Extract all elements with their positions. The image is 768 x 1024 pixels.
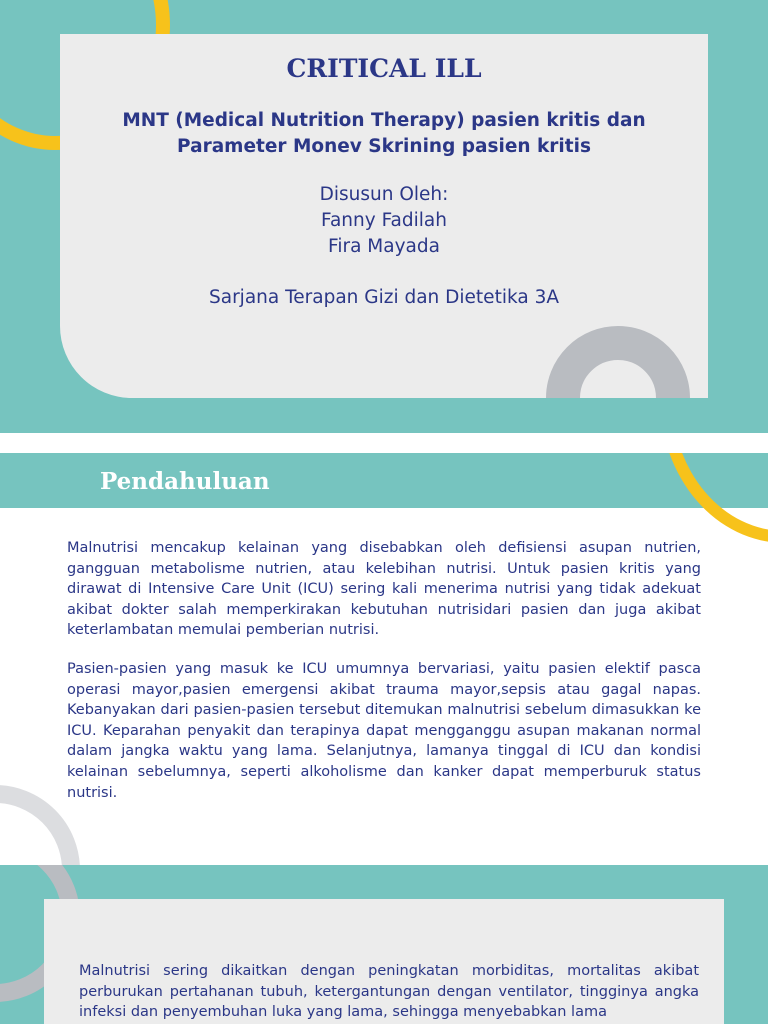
- presentation-title: CRITICAL ILL: [286, 54, 482, 83]
- author-name: Fira Mayada: [328, 236, 440, 257]
- decorative-gray-ring: [546, 326, 690, 398]
- continuation-slide: [0, 865, 768, 1024]
- introduction-slide: [0, 453, 768, 865]
- study-program: Sarjana Terapan Gizi dan Dietetika 3A: [209, 287, 559, 308]
- subtitle-line-2: Parameter Monev Skrining pasien kritis: [177, 136, 591, 157]
- title-slide: [0, 0, 768, 433]
- authored-by-label: Disusun Oleh:: [319, 184, 449, 205]
- section-title: Pendahuluan: [100, 468, 270, 495]
- author-name: Fanny Fadilah: [321, 210, 447, 231]
- malnutrition-paragraph: Malnutrisi sering dikaitkan dengan peningkatan morbiditas, mortalitas akibat perburukan pertahanan tubuh, ketergantungan dengan ventilator, tingginya angka infeksi dan penyembuhan luka yang lama, sehingga menyebabkan lama: [79, 963, 699, 1021]
- title-card: [60, 34, 708, 398]
- presentation-subtitle: [90, 108, 678, 160]
- content-card: [44, 899, 724, 1024]
- author-block: [60, 182, 708, 260]
- subtitle-line-1: MNT (Medical Nutrition Therapy) pasien kritis dan: [122, 110, 646, 131]
- intro-paragraph-2: Pasien-pasien yang masuk ke ICU umumnya bervariasi, yaitu pasien elektif pasca operasi mayor,pasien emergensi akibat trauma mayor,sepsis atau gagal napas. Kebanyakan dari pasien-pasien tersebut ditemukan malnutrisi sebelum dimasukkan ke ICU. Keparahan penyakit dan terapinya dapat mengganggu asupan makanan normal dalam jangka waktu yang lama. Selanjutnya, lamanya tinggal di ICU dan kondisi kelainan sebelumnya, seperti alkoholisme dan kanker dapat memperburuk status nutrisi.: [67, 661, 701, 801]
- intro-paragraph-1: Malnutrisi mencakup kelainan yang disebabkan oleh defisiensi asupan nutrien, gangguan metabolisme nutrien, atau kelebihan nutrisi. Untuk pasien kritis yang dirawat di Intensive Care Unit (ICU) sering kali menerima nutrisi yang tidak adekuat akibat dokter salah memperkirakan kebutuhan nutrisidari pasien dan juga akibat keterlambatan memulai pemberian nutrisi.: [67, 540, 701, 639]
